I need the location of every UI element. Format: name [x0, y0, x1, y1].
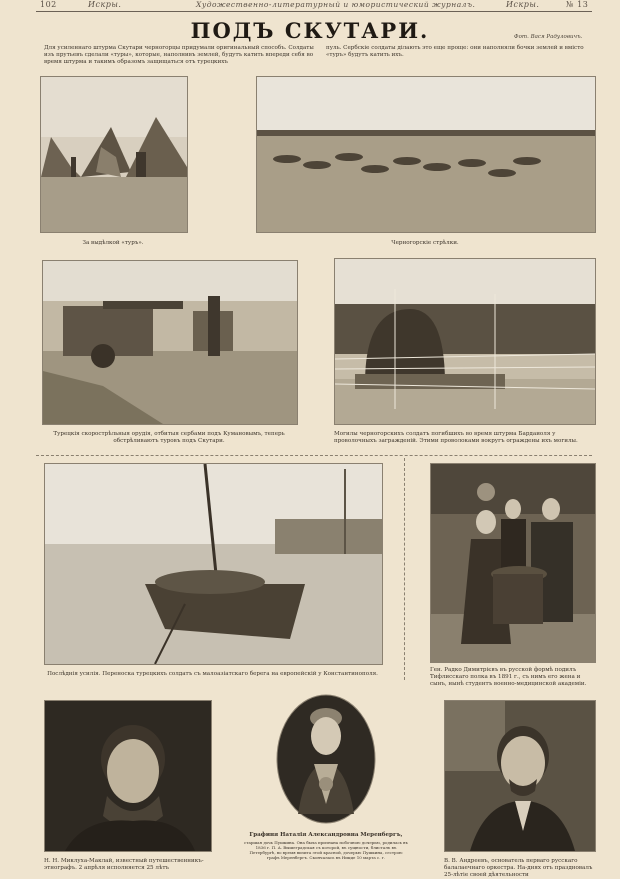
- caption-miklukha: Н. Н. Миклуха-Маклай, известный путешественникъ-этнографъ. 2 апрѣля исполняется 25 лѣтъ: [44, 858, 204, 871]
- photo-graves-image: [335, 259, 595, 424]
- caption-turs: За выдѣлкой «туръ».: [82, 240, 144, 246]
- caption-guns: Турецкія скорострѣльныя орудія, отбитыя сербами подъ Кумановымъ, теперь обстрѣливаютъ туровъ подъ Скутари.: [53, 431, 285, 444]
- photo-graves: [334, 258, 596, 425]
- caption-andreev: В. В. Андреевъ, основатель перваго русскаго балалаечнаго оркестра. На-днях отъ праздновалъ 25-лѣтіе своей дѣятельности: [444, 858, 593, 878]
- photo-riflemen: [256, 76, 596, 233]
- journal-subtitle: Художественно-литературный и юмористический журналъ.: [196, 0, 476, 9]
- caption-countess-title: Графиня Наталія Александровна Меренбергъ,: [249, 832, 403, 838]
- caption-riflemen: Черногорскіе стрѣлки.: [391, 240, 459, 246]
- photo-miklukha: [44, 700, 212, 852]
- intro-text-right: пуль. Сербскіе солдаты ділають это еще проще: они наполняли бочки землей и вмісто «туръ» будутъ катить ихъ.: [326, 45, 584, 58]
- photo-family-image: [431, 464, 595, 662]
- photo-credit: Фот. Вася Радуловичъ.: [514, 34, 583, 40]
- photo-guns-image: [43, 261, 297, 424]
- section-divider: [36, 455, 592, 456]
- photo-turs: [40, 76, 188, 233]
- photo-riflemen-image: [257, 77, 595, 232]
- photo-andreev: [444, 700, 596, 852]
- photo-boat-image: [45, 464, 382, 664]
- caption-countess-text: старшая дочь Пушкина. Она была признана побочною дочерью, родилась въ 1836 г. П. А. Вышеградская съ которой, въ сущности, блисталъ въ Петербургѣ, во время визита этой красной, дочерью Пушкина, сестрою графъ Меренбергъ. Скончалась въ Ницце 10 марта с. г.: [244, 840, 408, 860]
- photo-guns: [42, 260, 298, 425]
- caption-family: Ген. Радко Димитрієвъ въ русской формѣ подилъ Тифлисскаго полка въ 1891 г., съ нимъ его жена и сынъ, нынѣ студентъ военно-медицинской академіи.: [430, 667, 587, 687]
- issue-number: № 13: [566, 0, 589, 9]
- journal-name: Искры.: [88, 0, 122, 9]
- photo-miklukha-image: [45, 701, 211, 851]
- caption-graves: Могилы черногорскихъ солдатъ погибшихъ во время штурма Бардаиоля у проволочныхъ загражденій. Этими проволоками вокругъ ограждены ихъ могилы.: [334, 431, 578, 444]
- photo-andreev-image: [445, 701, 595, 851]
- intro-text-left: Для усиленнаго штурма Скутари черногорцы придумали оригинальный способъ. Солдаты изъ прутьевъ сделали «туры», которые, наполнивъ землей, будутъ катить впереди себя во время штурма и такимъ образомъ защищаться отъ турецкихъ: [44, 45, 314, 65]
- photo-family: [430, 463, 596, 663]
- header-rule: [36, 11, 592, 12]
- column-divider: [404, 458, 405, 680]
- photo-turs-image: [41, 77, 187, 232]
- caption-boat: Послѣднія усилія. Переноска турецкихъ солдатъ съ малоазіатскаго берега на европейскій у Константинополя.: [47, 671, 378, 677]
- journal-name-right: Искры.: [506, 0, 540, 9]
- photo-countess: [276, 694, 376, 824]
- page-number: 102: [40, 0, 57, 9]
- photo-countess-image: [276, 694, 376, 824]
- photo-boat: [44, 463, 383, 665]
- article-title: ПОДЪ СКУТАРИ.: [190, 18, 430, 43]
